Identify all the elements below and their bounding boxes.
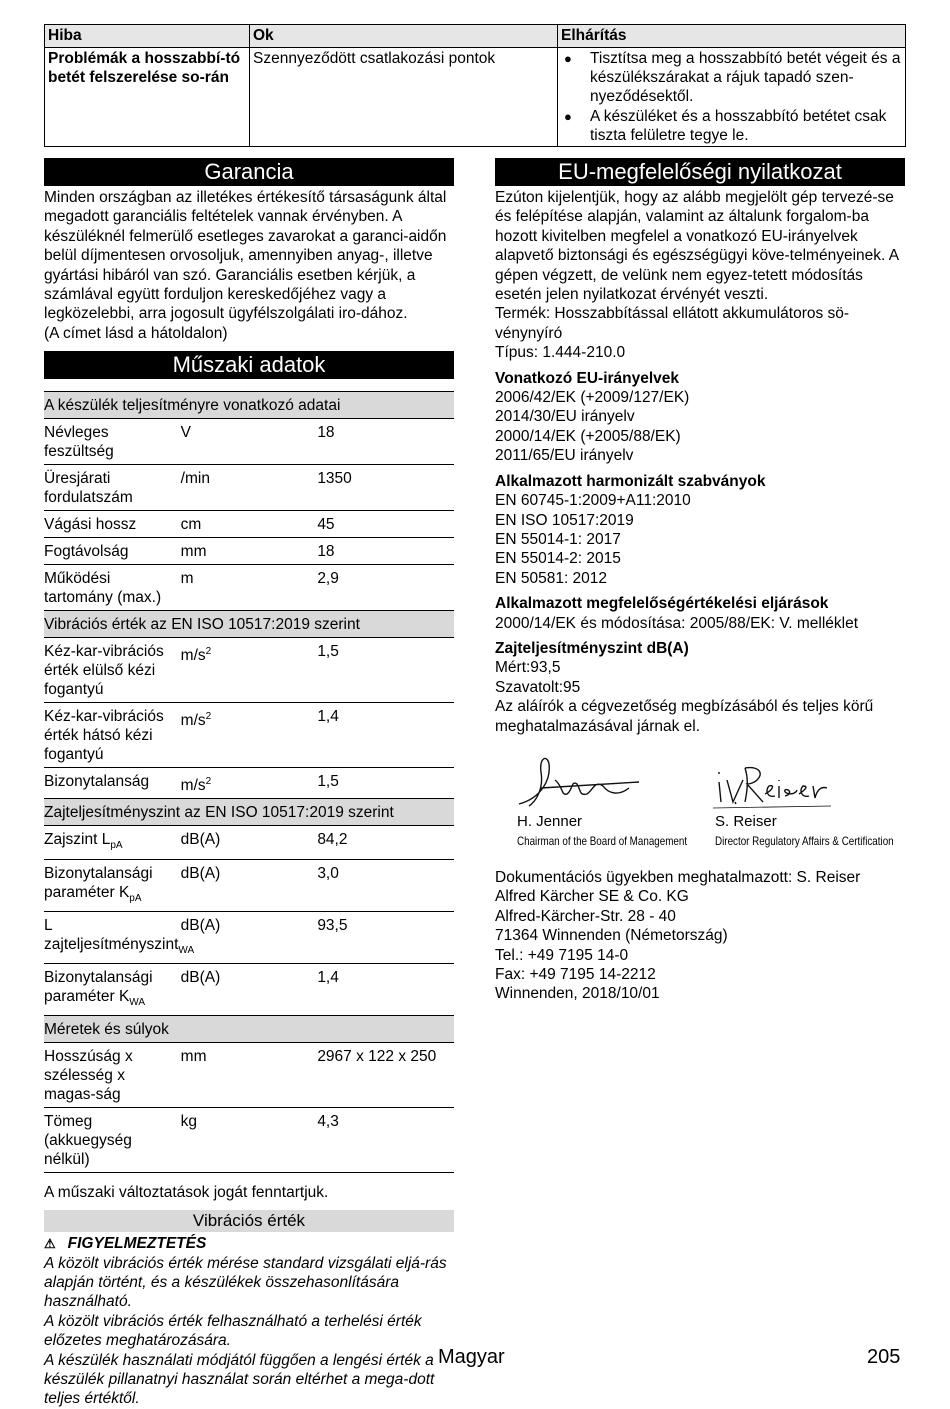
eu-type: Típus: 1.444-210.0 (495, 344, 626, 362)
spec-unit: mm (181, 1042, 318, 1107)
spec-label: Vágási hossz (44, 511, 181, 538)
spec-unit: V (181, 419, 318, 465)
signer-name-jenner: H. Jenner (517, 812, 583, 830)
address-line: Winnenden, 2018/10/01 (495, 985, 660, 1003)
tech-data-table (44, 391, 454, 1173)
spec-value: 18 (317, 538, 454, 565)
remedy-item: ● A készüléket és a hosszabbító betétet csak tiszta felületre tegye le. (561, 107, 902, 145)
spec-value: 2,9 (317, 565, 454, 611)
address-line: Dokumentációs ügyekben meghatalmazott: S. Reiser (495, 868, 861, 886)
noise-measured: Mért:93,5 (495, 659, 561, 677)
address-line: Alfred Kärcher SE & Co. KG (495, 888, 689, 906)
eu-declaration-heading: EU-megfelelőségi nyilatkozat (495, 158, 905, 186)
signature-jenner (511, 750, 661, 812)
spec-value: 1,5 (317, 768, 454, 799)
spec-value: 3,0 (317, 859, 454, 911)
table-row (45, 48, 906, 147)
spec-row (44, 465, 454, 511)
spec-row (44, 703, 454, 768)
spec-unit: m (181, 565, 318, 611)
authority-text: Az aláírók a cégvezetőség megbízásából és teljes körű meghatalmazásával járnak el. (495, 698, 874, 735)
standard-item: EN ISO 10517:2019 (495, 511, 634, 529)
header-fault: Hiba (45, 25, 250, 48)
address-line: Alfred-Kärcher-Str. 28 - 40 (495, 907, 676, 925)
spec-row (44, 638, 454, 703)
spec-unit: dB(A) (181, 911, 318, 963)
directive-item: 2000/14/EK (+2005/88/EK) (495, 427, 681, 445)
spec-value: 45 (317, 511, 454, 538)
directive-item: 2014/30/EU irányelv (495, 408, 635, 426)
spec-value: 1,4 (317, 703, 454, 768)
address-line: Fax: +49 7195 14-2212 (495, 966, 656, 983)
signature-reiser (713, 750, 833, 812)
company-address (495, 868, 905, 1004)
vibration-heading: Vibrációs érték (44, 1210, 454, 1232)
directive-item: 2011/65/EU irányelv (495, 447, 634, 465)
spec-label: Bizonytalansági paraméter $K_{pA}$ (44, 859, 181, 911)
spec-unit: dB(A) (181, 826, 318, 859)
troubleshooting-table (44, 24, 906, 147)
spec-row (44, 511, 454, 538)
spec-label: Kéz-kar-vibrációs érték elülső kézi fogantyú (44, 638, 181, 703)
warning-label: ⚠ FIGYELMEZTETÉS (44, 1235, 207, 1253)
directives-title: Vonatkozó EU-irányelvek (495, 369, 680, 387)
right-column (495, 158, 905, 1004)
spec-value: 84,2 (317, 826, 454, 859)
spec-value: 2967 x 122 x 250 (317, 1042, 454, 1107)
vibration-paragraph: A közölt vibrációs érték felhasználható a terhelési érték előzetes meghatározására. (44, 1312, 422, 1350)
spec-section-heading: Méretek és súlyok (44, 1015, 454, 1042)
tech-data-heading: Műszaki adatok (44, 351, 454, 379)
address-line: Tel.: +49 7195 14-0 (495, 946, 629, 964)
signer-role-reiser: Director Regulatory Affairs & Certification (715, 833, 894, 848)
spec-label: L zajteljesítményszint$_{WA}$ (44, 911, 181, 963)
remedy-cell (558, 48, 906, 147)
spec-unit: kg (181, 1107, 318, 1172)
standard-item: EN 55014-1: 2017 (495, 530, 621, 548)
footer-language: Magyar (438, 1346, 505, 1368)
warranty-note: (A címet lásd a hátoldalon) (44, 324, 228, 342)
spec-row (44, 565, 454, 611)
spec-label: Bizonytalansági paraméter $K_{WA}$ (44, 963, 181, 1015)
spec-value: 93,5 (317, 911, 454, 963)
spec-value: 1,4 (317, 963, 454, 1015)
left-column (44, 158, 454, 1409)
warranty-text: Minden országban az illetékes értékesítő társaságunk által megadott garanciális feltételek vannak érvényben. A készüléknél felmerülő esetleges zavarokat a garanci-aidőn belül díjmentesen orvosoljuk, amennyiben anyag-, illetve gyártási hibáról van szó. Garanciális esetben kérjük, a számlával együtt forduljon kereskedőjéhez vagy a legközelebbi, arra jogosult ügyfélszolgálati iro-dához. (44, 189, 447, 323)
standard-item: EN 55014-2: 2015 (495, 550, 621, 568)
signer-name-reiser: S. Reiser (715, 812, 777, 830)
signature-block (495, 750, 905, 850)
spec-label: Kéz-kar-vibrációs érték hátsó kézi fogantyú (44, 703, 181, 768)
spec-label: Üresjárati fordulatszám (44, 465, 181, 511)
standard-item: EN 60745-1:2009+A11:2010 (495, 492, 691, 510)
remedy-item: ● Tisztítsa meg a hosszabbító betét végeit és a készülékszárakat a rájuk tapadó szen-nyeződésektől. (561, 49, 902, 107)
spec-unit: cm (181, 511, 318, 538)
spec-label: Tömeg (akkuegység nélkül) (44, 1107, 181, 1172)
warning-triangle-icon: ⚠ (44, 1236, 56, 1252)
spec-row (44, 1107, 454, 1172)
spec-value: 1350 (317, 465, 454, 511)
procedure-title: Alkalmazott megfelelőségértékelési eljárások (495, 595, 829, 613)
table-header-row (45, 25, 906, 48)
standards-title: Alkalmazott harmonizált szabványok (495, 472, 766, 490)
spec-section-heading: A készülék teljesítményre vonatkozó adatai (44, 392, 454, 419)
warranty-heading: Garancia (44, 158, 454, 186)
spec-label: Működési tartomány (max.) (44, 565, 181, 611)
spec-row (44, 963, 454, 1015)
spec-row (44, 419, 454, 465)
spec-label: Zajszint $L_{pA}$ (44, 826, 181, 859)
header-cause: Ok (250, 25, 558, 48)
header-remedy: Elhárítás (558, 25, 906, 48)
spec-section-heading: Vibrációs érték az EN ISO 10517:2019 szerint (44, 611, 454, 638)
spec-label: Bizonytalanság (44, 768, 181, 799)
standard-item: EN 50581: 2012 (495, 569, 608, 587)
spec-unit: $m/s^2$ (181, 703, 318, 768)
spec-value: 1,5 (317, 638, 454, 703)
spec-unit: mm (181, 538, 318, 565)
spec-unit: $m/s^2$ (181, 768, 318, 799)
noise-guaranteed: Szavatolt:95 (495, 678, 581, 696)
procedure-text: 2000/14/EK és módosítása: 2005/88/EK: V. melléklet (495, 614, 859, 632)
eu-intro: Ezúton kijelentjük, hogy az alább megjelölt gép tervezé-se és felépítése alapján, valamint az általunk forgalom-ba hozott kivitelben megfelel a vonatkozó EU-irányelvek alapvető biztonsági és egészségügyi köve-telményeinek. A gépen végzett, de velünk nem egyez-tetett módosítás esetén jelen nyilatkozat érvényét veszti. (495, 189, 899, 304)
spec-unit: $m/s^2$ (181, 638, 318, 703)
spec-row (44, 1042, 454, 1107)
spec-label: Névleges feszültség (44, 419, 181, 465)
spec-label: Hosszúság x szélesség x magas-ság (44, 1042, 181, 1107)
spec-unit: dB(A) (181, 859, 318, 911)
vibration-paragraph: A készülék használati módjától függően a lengési érték a készülék pillanatnyi használat során eltérhet a mega-dott teljes értéktől. (44, 1351, 435, 1408)
spec-section-heading: Zajteljesítményszint az EN ISO 10517:2019 szerint (44, 799, 454, 826)
bullet-icon: ● (564, 51, 572, 66)
problem-cell: Problémák a hosszabbí-tó betét felszerelése so-rán (45, 48, 250, 147)
signer-role-jenner: Chairman of the Board of Management (517, 833, 688, 848)
directive-item: 2006/42/EK (+2009/127/EK) (495, 389, 690, 407)
spec-row (44, 538, 454, 565)
spec-value: 4,3 (317, 1107, 454, 1172)
spec-row (44, 768, 454, 799)
spec-row (44, 826, 454, 859)
bullet-icon: ● (564, 108, 572, 124)
address-line: 71364 Winnenden (Németország) (495, 927, 728, 945)
spec-label: Fogtávolság (44, 538, 181, 565)
noise-title: Zajteljesítményszint dB(A) (495, 639, 689, 657)
page-number: 205 (867, 1346, 901, 1368)
spec-row (44, 911, 454, 963)
vibration-paragraph: A közölt vibrációs érték mérése standard vizsgálati eljá-rás alapján történt, és a készülékek összehasonlítására használható. (44, 1254, 447, 1311)
spec-row (44, 859, 454, 911)
eu-product: Termék: Hosszabbítással ellátott akkumulátoros sö-vénynyíró (495, 305, 850, 342)
spec-value: 18 (317, 419, 454, 465)
tech-note: A műszaki változtatások jogát fenntartjuk. (44, 1183, 329, 1201)
spec-unit: dB(A) (181, 963, 318, 1015)
cause-cell: Szennyeződött csatlakozási pontok (250, 48, 558, 147)
spec-unit: /min (181, 465, 318, 511)
